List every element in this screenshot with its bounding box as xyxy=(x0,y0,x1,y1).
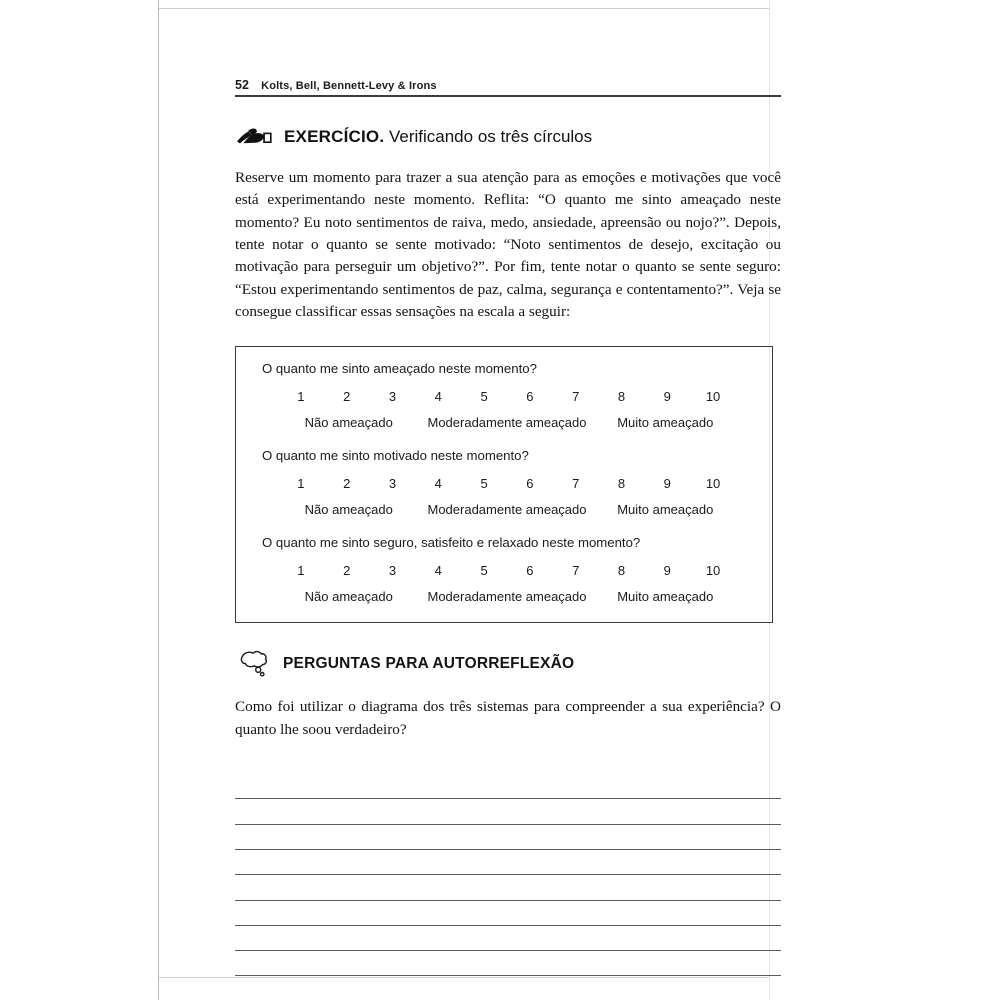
scale-number[interactable]: 10 xyxy=(705,389,721,405)
answer-line[interactable] xyxy=(235,951,781,976)
answer-lines xyxy=(235,774,781,976)
answer-line[interactable] xyxy=(235,774,781,799)
scale-block-soothing xyxy=(252,535,756,604)
scale-number-row xyxy=(252,389,756,404)
running-head-authors: Kolts, Bell, Bennett-Levy & Irons xyxy=(261,80,437,92)
scale-anchor-row xyxy=(252,589,756,604)
rating-scales-box xyxy=(235,346,773,623)
scale-anchor-mid: Moderadamente ameaçado xyxy=(427,415,587,431)
scale-number[interactable]: 3 xyxy=(388,563,397,579)
answer-line[interactable] xyxy=(235,825,781,850)
scale-number[interactable]: 5 xyxy=(480,563,488,579)
scale-number[interactable]: 9 xyxy=(663,476,671,492)
scale-number[interactable]: 1 xyxy=(297,389,305,405)
reflection-title: PERGUNTAS PARA AUTORREFLEXÃO xyxy=(283,655,575,673)
scale-number[interactable]: 3 xyxy=(388,476,397,492)
scale-anchor-low: Não ameaçado xyxy=(304,415,393,431)
scale-number[interactable]: 9 xyxy=(663,389,671,405)
thought-bubble-icon xyxy=(235,649,275,679)
scale-question: O quanto me sinto seguro, satisfeito e relaxado neste momento? xyxy=(262,535,641,551)
scale-number[interactable]: 8 xyxy=(617,476,626,492)
answer-line[interactable] xyxy=(235,875,781,900)
exercise-title xyxy=(284,127,592,147)
exercise-kicker: EXERCÍCIO. xyxy=(284,127,385,146)
scale-number[interactable]: 1 xyxy=(297,476,305,492)
running-head xyxy=(235,78,781,97)
answer-line[interactable] xyxy=(235,850,781,875)
scale-number[interactable]: 8 xyxy=(617,563,626,579)
scale-number[interactable]: 2 xyxy=(343,563,351,579)
scale-anchor-high: Muito ameaçado xyxy=(617,415,714,431)
page-content xyxy=(235,78,781,976)
scale-number[interactable]: 6 xyxy=(526,476,534,492)
exercise-subject: Verificando os três círculos xyxy=(388,127,593,146)
scale-anchor-row xyxy=(252,415,756,430)
page-sheet xyxy=(158,0,781,1000)
scale-number[interactable]: 8 xyxy=(617,389,626,405)
answer-line[interactable] xyxy=(235,901,781,926)
scale-question: O quanto me sinto ameaçado neste momento? xyxy=(262,361,537,377)
scale-number[interactable]: 7 xyxy=(572,563,580,579)
scale-block-threat xyxy=(252,361,756,430)
scale-anchor-row xyxy=(252,502,756,517)
scale-number[interactable]: 9 xyxy=(663,563,671,579)
scale-number[interactable]: 4 xyxy=(434,563,442,579)
scale-number[interactable]: 10 xyxy=(705,476,721,492)
scale-number[interactable]: 10 xyxy=(705,563,721,579)
exercise-paragraph: Reserve um momento para trazer a sua atenção para as emoções e motivações que você está experimentando neste momento. Reflita: “O quanto me sinto ameaçado neste momento? Eu noto sentimentos de raiva, medo, ansiedade, apreensão ou nojo?”. Depois, tente notar o quanto se sente motivado: “Noto sentimentos de desejo, excitação ou motivação para perseguir um objetivo?”. Por fim, tente notar o quanto se sente seguro: “Estou experimentando sentimentos de paz, calma, segurança e contentamento?”. Veja se consegue classificar essas sensações na escala a seguir: xyxy=(235,169,781,321)
scale-number[interactable]: 4 xyxy=(434,476,442,492)
scale-anchor-high: Muito ameaçado xyxy=(617,589,714,605)
scale-number-row xyxy=(252,563,756,578)
scale-number[interactable]: 7 xyxy=(572,389,580,405)
hand-writing-pencil-icon xyxy=(235,124,275,150)
scale-number[interactable]: 6 xyxy=(526,563,534,579)
scale-anchor-low: Não ameaçado xyxy=(304,502,393,518)
scale-number[interactable]: 5 xyxy=(480,389,488,405)
scale-number[interactable]: 6 xyxy=(526,389,534,405)
scale-number-row xyxy=(252,476,756,491)
scale-number[interactable]: 2 xyxy=(343,389,351,405)
scale-anchor-low: Não ameaçado xyxy=(304,589,393,605)
scale-number[interactable]: 5 xyxy=(480,476,488,492)
exercise-heading xyxy=(235,124,781,150)
scale-number[interactable]: 7 xyxy=(572,476,580,492)
scale-anchor-mid: Moderadamente ameaçado xyxy=(427,502,587,518)
scale-anchor-high: Muito ameaçado xyxy=(617,502,714,518)
reflection-heading xyxy=(235,649,781,679)
scale-number[interactable]: 4 xyxy=(434,389,442,405)
scale-question: O quanto me sinto motivado neste momento? xyxy=(262,448,529,464)
scale-number[interactable]: 2 xyxy=(343,476,351,492)
scale-block-drive xyxy=(252,448,756,517)
answer-line[interactable] xyxy=(235,799,781,824)
scale-number[interactable]: 3 xyxy=(388,389,397,405)
page-number: 52 xyxy=(235,78,250,92)
answer-line[interactable] xyxy=(235,926,781,951)
reflection-prompt: Como foi utilizar o diagrama dos três sistemas para compreender a sua experiência? O quanto lhe soou verdadeiro? xyxy=(235,698,781,738)
scale-number[interactable]: 1 xyxy=(297,563,305,579)
scale-anchor-mid: Moderadamente ameaçado xyxy=(427,589,587,605)
